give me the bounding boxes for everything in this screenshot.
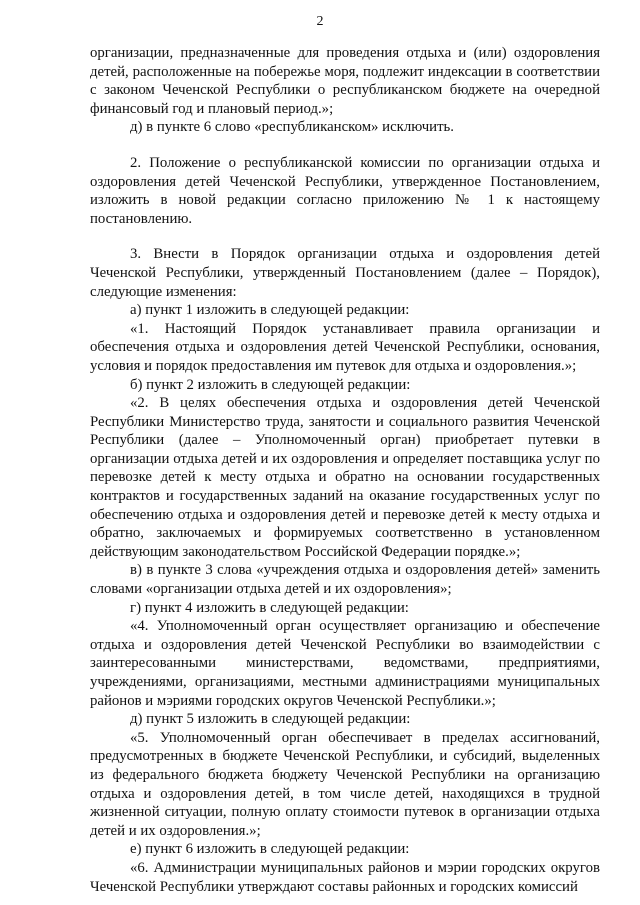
paragraph-continuation: организации, предназначенные для проведения отдыха и (или) оздоровления детей, расположенные на побережье моря, подлежит индексации в соответствии с законом Чеченской Республики о республиканском бюджете на очередной финансовый год и плановый период.»;	[90, 45, 600, 117]
paragraph-subitem-a: а) пункт 1 изложить в следующей редакции:	[130, 302, 410, 319]
paragraph-subitem-e: е) пункт 6 изложить в следующей редакции:	[130, 841, 410, 858]
paragraph-subitem-d2: д) пункт 5 изложить в следующей редакции:	[130, 711, 411, 728]
paragraph-subitem-b: б) пункт 2 изложить в следующей редакции:	[130, 376, 411, 393]
paragraph-quote-6: «6. Администрации муниципальных районов и мэрии городских округов Чеченской Республики утверждают составы районных и городских комиссий	[90, 859, 600, 895]
paragraph-quote-1: «1. Настоящий Порядок устанавливает правила организации и обеспечения отдыха и оздоровления детей Чеченской Республики, основания, условия и порядок предоставления им путевок для отдыха и оздоровления.»;	[90, 320, 600, 374]
paragraph-item-2: 2. Положение о республиканской комиссии по организации отдыха и оздоровления детей Чеченской Республики, утвержденное Постановлением, изложить в новой редакции согласно приложению № 1 к настоящему постановлению.	[90, 154, 600, 227]
paragraph-quote-5: «5. Уполномоченный орган обеспечивает в пределах ассигнований, предусмотренных в бюджете Чеченской Республики, и субсидий, выделенных из федерального бюджета бюджету Чеченской Республики на организацию отдыха и оздоровления детей, в том числе детей, находящихся в трудной жизненной ситуации, полную оплату стоимости путевок в организации отдыха детей и их оздоровления.»;	[90, 729, 600, 839]
paragraph-quote-2: «2. В целях обеспечения отдыха и оздоровления детей Чеченской Республики Министерство труда, занятости и социального развития Чеченской Республики (далее – Уполномоченный орган) приобретает путевки в организации отдыха детей и их оздоровления и определяет поставщика услуг по перевозке детей к месту отдыха и обратно на основании государственных контрактов и государственных заданий на оказание государственных услуг по обеспечению отдыха и оздоровления детей и перевозке детей к месту отдыха и обратно, заключаемых и формируемых соответственно в установленном действующим законодательством Российской Федерации порядке.»;	[90, 395, 600, 560]
paragraph-quote-4: «4. Уполномоченный орган осуществляет организацию и обеспечение отдыха и оздоровления детей Чеченской Республики во взаимодействии с заинтересованными министерствами, ведомствами, предприятиями, учреждениями, организациями, местными администрациями муниципальных районов и мэриями городских округов Чеченской Республики.»;	[90, 618, 600, 709]
page-number: 2	[316, 14, 324, 29]
paragraph-subitem-d: д) в пункте 6 слово «республиканском» исключить.	[130, 119, 454, 136]
paragraph-subitem-g: г) пункт 4 изложить в следующей редакции:	[130, 599, 409, 616]
paragraph-item-3: 3. Внести в Порядок организации отдыха и оздоровления детей Чеченской Республики, утвержденный Постановлением (далее – Порядок), следующие изменения:	[90, 246, 600, 300]
paragraph-subitem-v: в) в пункте 3 слова «учреждения отдыха и оздоровления детей» заменить словами «организации отдыха детей и их оздоровления»;	[90, 562, 600, 598]
document-body	[90, 44, 600, 896]
